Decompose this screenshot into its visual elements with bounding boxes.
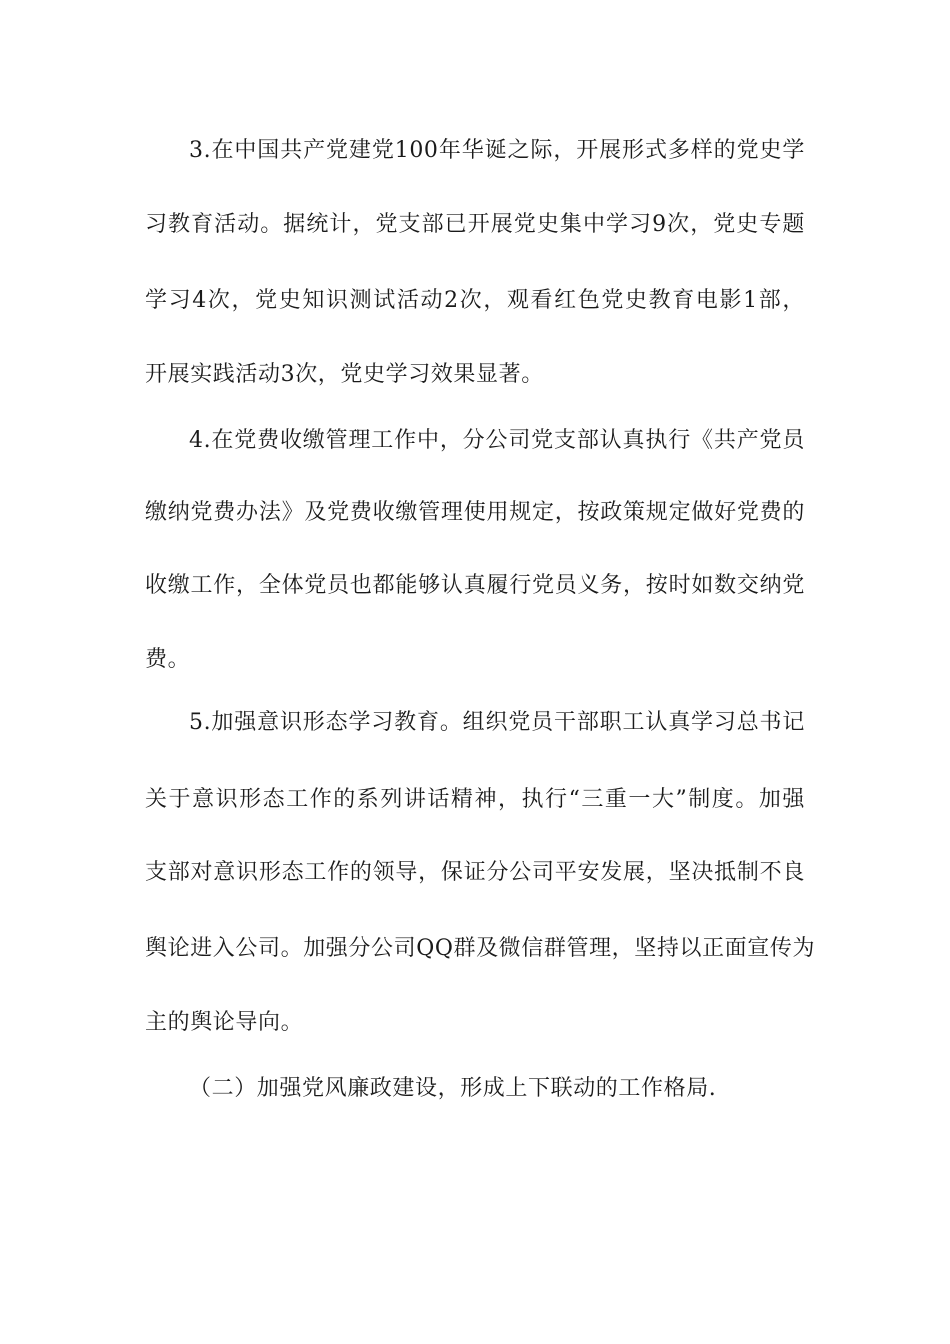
paragraph-4-line-3: 收缴工作，全体党员也都能够认真履行党员义务，按时如数交纳党 <box>145 573 805 598</box>
paragraph-3-line-4: 开展实践活动3次，党史学习效果显著。 <box>145 362 544 387</box>
paragraph-5-line-5: 主的舆论导向。 <box>145 1010 304 1035</box>
paragraph-3-line-1: 3.在中国共产党建党100年华诞之际，开展形式多样的党史学 <box>189 138 805 163</box>
paragraph-3-line-3: 学习4次，党史知识测试活动2次，观看红色党史教育电影1部， <box>145 288 805 313</box>
paragraph-3-line-2: 习教育活动。据统计，党支部已开展党史集中学习9次，党史专题 <box>145 212 805 237</box>
section-heading: （二）加强党风廉政建设，形成上下联动的工作格局. <box>189 1076 717 1101</box>
paragraph-5-line-2: 关于意识形态工作的系列讲话精神，执行“三重一大”制度。加强 <box>145 787 805 812</box>
paragraph-5-line-3: 支部对意识形态工作的领导，保证分公司平安发展，坚决抵制不良 <box>145 860 805 885</box>
paragraph-5-line-1: 5.加强意识形态学习教育。组织党员干部职工认真学习总书记 <box>189 710 805 735</box>
paragraph-4-line-4: 费。 <box>145 647 191 672</box>
paragraph-4-line-2: 缴纳党费办法》及党费收缴管理使用规定，按政策规定做好党费的 <box>145 500 805 525</box>
paragraph-4-line-1: 4.在党费收缴管理工作中，分公司党支部认真执行《共产党员 <box>189 428 805 453</box>
paragraph-5-line-4: 舆论进入公司。加强分公司QQ群及微信群管理，坚持以正面宣传为 <box>145 936 816 961</box>
